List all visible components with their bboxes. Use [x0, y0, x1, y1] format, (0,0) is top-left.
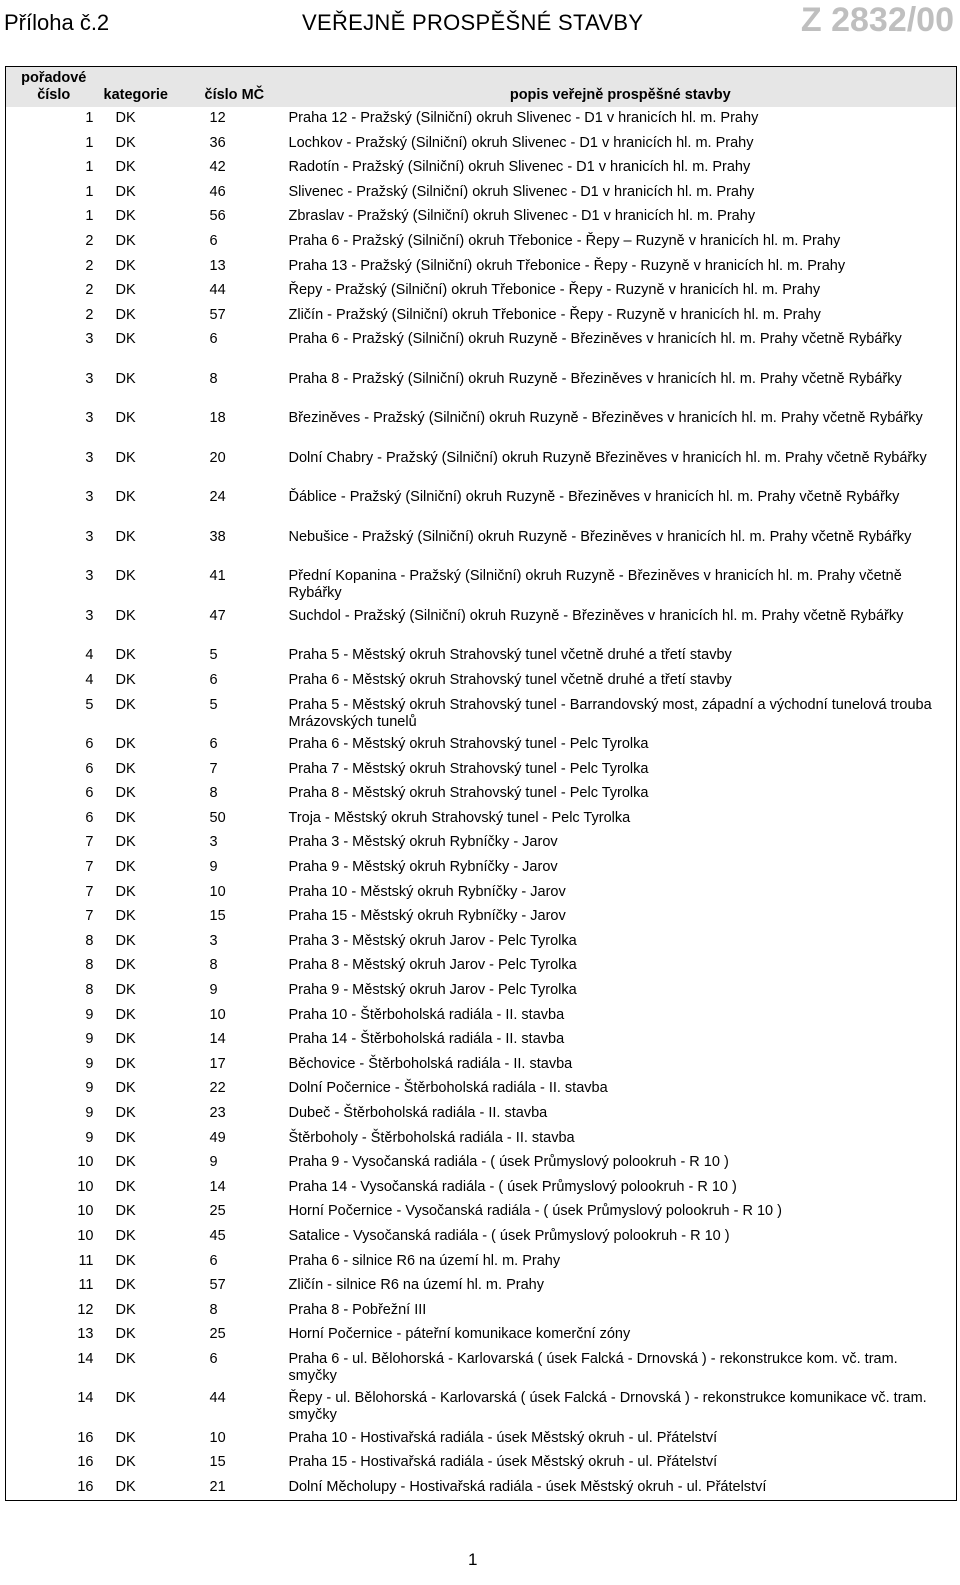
table-row: [6, 205, 957, 230]
table-row: [6, 1053, 957, 1078]
order-cell: 7: [85, 883, 94, 900]
order-cell: 1: [85, 159, 94, 176]
description-cell: Praha 8 - Pražský (Silniční) okruh Ruzyně - Březiněves v hranicích hl. m. Prahy včetně Rybářky: [288, 370, 902, 387]
table-row: [6, 1348, 957, 1388]
table-row: [6, 368, 957, 408]
number-cell: 14: [209, 1178, 226, 1195]
number-cell: 7: [209, 760, 218, 777]
number-cell: 8: [209, 957, 218, 974]
order-cell: 7: [85, 908, 94, 925]
category-cell: DK: [115, 932, 136, 949]
number-cell: 5: [209, 647, 218, 664]
description-cell: Praha 10 - Hostivařská radiála - úsek Městský okruh - ul. Přátelství: [288, 1429, 718, 1446]
description-cell: Praha 6 - Městský okruh Strahovský tunel včetně druhé a třetí stavby: [288, 671, 732, 688]
order-cell: 2: [85, 306, 94, 323]
table-row: [6, 669, 957, 694]
order-cell: 1: [85, 183, 94, 200]
description-cell: Horní Počernice - Vysočanská radiála - ( úsek Průmyslový polookruh - R 10 ): [288, 1203, 782, 1220]
category-cell: DK: [115, 257, 136, 274]
category-cell: DK: [115, 1178, 136, 1195]
order-cell: 11: [78, 1277, 94, 1294]
order-cell: 3: [85, 607, 94, 624]
description-cell: Radotín - Pražský (Silniční) okruh Slivenec - D1 v hranicích hl. m. Prahy: [288, 159, 751, 176]
table-row: [6, 1451, 957, 1476]
category-cell: DK: [115, 208, 136, 225]
order-cell: 16: [77, 1429, 94, 1446]
number-cell: 46: [209, 183, 226, 200]
description-cell: Štěrboholy - Štěrboholská radiála - II. stavba: [288, 1129, 575, 1146]
order-cell: 14: [77, 1350, 94, 1367]
description-cell: Praha 14 - Vysočanská radiála - ( úsek Průmyslový polookruh - R 10 ): [288, 1178, 737, 1195]
number-cell: 57: [209, 1277, 226, 1294]
description-cell: Praha 3 - Městský okruh Jarov - Pelc Tyrolka: [288, 932, 577, 949]
document-code: Z 2832/00: [800, 1, 954, 39]
category-cell: DK: [115, 528, 136, 545]
number-cell: 18: [209, 410, 226, 427]
table-row: [6, 1077, 957, 1102]
number-cell: 15: [209, 908, 226, 925]
number-cell: 44: [209, 1390, 226, 1407]
table-row: [6, 930, 957, 955]
description-cell: Řepy - ul. Bělohorská - Karlovarská ( úsek Falcká - Drnovská ) - rekonstrukce komunikace vč. tram. smyčky: [288, 1390, 927, 1424]
order-cell: 9: [85, 1080, 94, 1097]
description-cell: Praha 14 - Štěrboholská radiála - II. stavba: [288, 1031, 565, 1048]
category-cell: DK: [115, 183, 136, 200]
number-cell: 13: [209, 257, 226, 274]
table-row: [6, 181, 957, 206]
table-row: [6, 807, 957, 832]
number-cell: 6: [209, 1252, 218, 1269]
number-cell: 3: [209, 932, 218, 949]
description-cell: Praha 8 - Pobřežní III: [288, 1301, 427, 1318]
table-header-row: [6, 67, 957, 108]
description-cell: Dolní Chabry - Pražský (Silniční) okruh Ruzyně Březiněves v hranicích hl. m. Prahy včetně Rybářky: [288, 449, 927, 466]
number-cell: 6: [209, 736, 218, 753]
table-row: [6, 447, 957, 487]
description-cell: Praha 9 - Městský okruh Rybníčky - Jarov: [288, 859, 558, 875]
table-row: [6, 1200, 957, 1225]
category-cell: DK: [115, 410, 136, 427]
number-cell: 45: [209, 1227, 226, 1244]
order-cell: 6: [85, 785, 94, 802]
description-cell: Praha 6 - silnice R6 na území hl. m. Prahy: [288, 1252, 561, 1269]
number-cell: 57: [209, 306, 226, 323]
category-cell: DK: [115, 1055, 136, 1072]
category-cell: DK: [115, 809, 136, 826]
description-cell: Přední Kopanina - Pražský (Silniční) okruh Ruzyně - Březiněves v hranicích hl. m. Prahy včetně Rybářky: [288, 568, 902, 602]
order-cell: 3: [85, 449, 94, 466]
category-cell: DK: [115, 1429, 136, 1446]
category-cell: DK: [115, 1031, 136, 1048]
table-row: [6, 954, 957, 979]
category-cell: DK: [115, 110, 136, 126]
order-cell: 8: [85, 957, 94, 974]
order-cell: 11: [78, 1252, 94, 1269]
description-cell: Praha 5 - Městský okruh Strahovský tunel - Barrandovský most, západní a východní tunelová trouba Mrázovských tunelů: [288, 696, 932, 730]
description-cell: Praha 8 - Městský okruh Strahovský tunel - Pelc Tyrolka: [288, 785, 649, 802]
description-cell: Dolní Měcholupy - Hostivařská radiála - úsek Městský okruh - ul. Přátelství: [288, 1479, 767, 1496]
table-row: [6, 1004, 957, 1029]
number-cell: 5: [209, 696, 218, 713]
table-row: [6, 156, 957, 181]
description-cell: Běchovice - Štěrboholská radiála - II. stavba: [288, 1055, 573, 1072]
description-cell: Ďáblice - Pražský (Silniční) okruh Ruzyně - Březiněves v hranicích hl. m. Prahy včetně Rybářky: [288, 489, 900, 506]
number-cell: 42: [209, 159, 226, 176]
number-cell: 15: [209, 1454, 226, 1471]
number-cell: 10: [209, 1006, 226, 1023]
table-row: [6, 881, 957, 906]
order-cell: 1: [85, 110, 94, 126]
table-row: [6, 1176, 957, 1201]
category-cell: DK: [115, 785, 136, 802]
number-cell: 17: [209, 1055, 226, 1072]
order-cell: 2: [85, 232, 94, 249]
description-cell: Slivenec - Pražský (Silniční) okruh Slivenec - D1 v hranicích hl. m. Prahy: [288, 183, 755, 200]
attachment-label: Příloha č.2: [4, 10, 110, 35]
category-cell: DK: [115, 696, 136, 713]
description-cell: Praha 5 - Městský okruh Strahovský tunel včetně druhé a třetí stavby: [288, 647, 732, 664]
description-cell: Dubeč - Štěrboholská radiála - II. stavba: [288, 1104, 548, 1121]
description-cell: Troja - Městský okruh Strahovský tunel - Pelc Tyrolka: [288, 809, 631, 826]
order-cell: 8: [85, 981, 94, 998]
order-cell: 13: [77, 1326, 94, 1343]
number-cell: 22: [209, 1080, 226, 1097]
category-cell: DK: [115, 834, 136, 851]
number-cell: 25: [209, 1203, 226, 1220]
category-cell: DK: [115, 1350, 136, 1367]
description-cell: Praha 6 - Městský okruh Strahovský tunel - Pelc Tyrolka: [288, 736, 649, 753]
order-cell: 1: [85, 208, 94, 225]
order-cell: 2: [85, 257, 94, 274]
number-cell: 9: [209, 859, 218, 875]
description-cell: Zličín - silnice R6 na území hl. m. Prahy: [288, 1277, 544, 1294]
order-cell: 9: [85, 1129, 94, 1146]
description-cell: Řepy - Pražský (Silniční) okruh Třebonice - Řepy - Ruzyně v hranicích hl. m. Prahy: [288, 282, 821, 299]
table-row: [6, 328, 957, 368]
description-cell: Březiněves - Pražský (Silniční) okruh Ruzyně - Březiněves v hranicích hl. m. Prahy včetně Rybářky: [288, 410, 923, 427]
category-cell: DK: [115, 1104, 136, 1121]
description-cell: Horní Počernice - páteřní komunikace komerční zóny: [288, 1326, 631, 1343]
order-cell: 3: [85, 331, 94, 348]
order-cell: 10: [77, 1178, 94, 1195]
category-cell: DK: [115, 1326, 136, 1343]
category-cell: DK: [115, 1129, 136, 1146]
table-row: [6, 526, 957, 566]
table-row: [6, 1151, 957, 1176]
order-cell: 3: [85, 528, 94, 545]
category-cell: DK: [115, 306, 136, 323]
table-row: [6, 644, 957, 669]
table-row: [6, 304, 957, 329]
category-cell: DK: [115, 1154, 136, 1171]
category-cell: DK: [115, 159, 136, 176]
number-cell: 49: [209, 1129, 226, 1146]
number-cell: 3: [209, 834, 218, 851]
number-cell: 24: [209, 489, 226, 506]
category-cell: DK: [115, 1454, 136, 1471]
page-number: 1: [468, 1550, 478, 1569]
number-cell: 6: [209, 1350, 218, 1367]
column-header-order: [6, 67, 102, 108]
description-cell: Praha 8 - Městský okruh Jarov - Pelc Tyrolka: [288, 957, 577, 974]
category-cell: DK: [115, 331, 136, 348]
category-cell: DK: [115, 760, 136, 777]
description-cell: Praha 13 - Pražský (Silniční) okruh Třebonice - Řepy - Ruzyně v hranicích hl. m. Prahy: [288, 257, 846, 274]
number-cell: 14: [209, 1031, 226, 1048]
table-row: [6, 694, 957, 734]
category-cell: DK: [115, 232, 136, 249]
description-cell: Praha 3 - Městský okruh Rybníčky - Jarov: [288, 834, 558, 851]
order-cell: 9: [85, 1006, 94, 1023]
order-cell: 16: [77, 1479, 94, 1496]
column-header-description: popis veřejně prospěšné stavby: [285, 67, 957, 108]
order-cell: 7: [85, 834, 94, 851]
number-cell: 44: [209, 282, 226, 299]
table-row: [6, 407, 957, 447]
number-cell: 9: [209, 1154, 218, 1171]
column-header-category: kategorie: [102, 67, 203, 108]
order-cell: 14: [77, 1390, 94, 1407]
order-cell: 1: [85, 134, 94, 151]
table-row: [6, 605, 957, 645]
number-cell: 6: [209, 232, 218, 249]
category-cell: DK: [115, 607, 136, 624]
table-row: [6, 905, 957, 930]
number-cell: 20: [209, 449, 226, 466]
category-cell: DK: [115, 1080, 136, 1097]
table-row: [6, 733, 957, 758]
table-row: [6, 1250, 957, 1275]
order-cell: 3: [85, 410, 94, 427]
table-row: [6, 565, 957, 605]
table-row: [6, 1323, 957, 1348]
order-cell: 3: [85, 370, 94, 387]
table-row: [6, 1299, 957, 1324]
order-cell: 2: [85, 282, 94, 299]
column-header-order-line1: pořadové: [21, 70, 87, 86]
table-row: [6, 230, 957, 255]
order-cell: 6: [85, 736, 94, 753]
table-row: [6, 486, 957, 526]
description-cell: Zbraslav - Pražský (Silniční) okruh Slivenec - D1 v hranicích hl. m. Prahy: [288, 208, 756, 225]
number-cell: 50: [209, 809, 226, 826]
category-cell: DK: [115, 1479, 136, 1496]
category-cell: DK: [115, 908, 136, 925]
category-cell: DK: [115, 370, 136, 387]
order-cell: 12: [77, 1301, 94, 1318]
table-row: [6, 782, 957, 807]
category-cell: DK: [115, 883, 136, 900]
order-cell: 4: [85, 671, 94, 688]
number-cell: 9: [209, 981, 218, 998]
number-cell: 10: [209, 1429, 226, 1446]
number-cell: 41: [209, 568, 226, 585]
table-body: [6, 107, 957, 1501]
description-cell: Dolní Počernice - Štěrboholská radiála - II. stavba: [288, 1080, 608, 1097]
order-cell: 4: [85, 647, 94, 664]
order-cell: 5: [85, 696, 94, 713]
order-cell: 8: [85, 932, 94, 949]
description-cell: Praha 6 - Pražský (Silniční) okruh Třebonice - Řepy – Ruzyně v hranicích hl. m. Prahy: [288, 232, 841, 249]
category-cell: DK: [115, 134, 136, 151]
category-cell: DK: [115, 1006, 136, 1023]
table-row: [6, 1028, 957, 1053]
description-cell: Praha 10 - Štěrboholská radiála - II. stavba: [288, 1006, 565, 1023]
number-cell: 6: [209, 671, 218, 688]
column-header-number: číslo MČ: [203, 67, 285, 108]
table-row: [6, 979, 957, 1004]
category-cell: DK: [115, 489, 136, 506]
table-row: [6, 279, 957, 304]
description-cell: Praha 9 - Městský okruh Jarov - Pelc Tyrolka: [288, 981, 577, 998]
number-cell: 36: [209, 134, 226, 151]
description-cell: Praha 15 - Městský okruh Rybníčky - Jarov: [288, 908, 566, 925]
description-cell: Praha 9 - Vysočanská radiála - ( úsek Průmyslový polookruh - R 10 ): [288, 1154, 729, 1171]
table-row: [6, 831, 957, 856]
category-cell: DK: [115, 957, 136, 974]
number-cell: 8: [209, 370, 218, 387]
category-cell: DK: [115, 981, 136, 998]
order-cell: 16: [77, 1454, 94, 1471]
number-cell: 38: [209, 528, 226, 545]
order-cell: 3: [85, 489, 94, 506]
order-cell: 3: [85, 568, 94, 585]
number-cell: 8: [209, 1301, 218, 1318]
category-cell: DK: [115, 1252, 136, 1269]
order-cell: 10: [77, 1203, 94, 1220]
table-row: [6, 1274, 957, 1299]
table-row: [6, 132, 957, 157]
category-cell: DK: [115, 859, 136, 875]
order-cell: 9: [85, 1031, 94, 1048]
order-cell: 7: [85, 859, 94, 875]
table-row: [6, 1427, 957, 1452]
table-row: [6, 1127, 957, 1152]
description-cell: Praha 15 - Hostivařská radiála - úsek Městský okruh - ul. Přátelství: [288, 1454, 718, 1471]
number-cell: 25: [209, 1326, 226, 1343]
order-cell: 6: [85, 809, 94, 826]
description-cell: Praha 6 - Pražský (Silniční) okruh Ruzyně - Březiněves v hranicích hl. m. Prahy včetně Rybářky: [288, 331, 902, 348]
category-cell: DK: [115, 1390, 136, 1407]
table-row: [6, 1476, 957, 1501]
table-row: [6, 856, 957, 881]
category-cell: DK: [115, 1277, 136, 1294]
number-cell: 47: [209, 607, 226, 624]
description-cell: Praha 7 - Městský okruh Strahovský tunel - Pelc Tyrolka: [288, 760, 649, 777]
number-cell: 56: [209, 208, 226, 225]
table-row: [6, 1225, 957, 1250]
page-title: VEŘEJNĚ PROSPĚŠNÉ STAVBY: [302, 10, 644, 35]
category-cell: DK: [115, 736, 136, 753]
table-row: [6, 1102, 957, 1127]
category-cell: DK: [115, 671, 136, 688]
description-cell: Praha 12 - Pražský (Silniční) okruh Slivenec - D1 v hranicích hl. m. Prahy: [288, 110, 759, 126]
column-header-order-line2: číslo: [37, 87, 71, 103]
category-cell: DK: [115, 449, 136, 466]
category-cell: DK: [115, 282, 136, 299]
description-cell: Satalice - Vysočanská radiála - ( úsek Průmyslový polookruh - R 10 ): [288, 1227, 730, 1244]
number-cell: 10: [209, 883, 226, 900]
category-cell: DK: [115, 647, 136, 664]
order-cell: 9: [85, 1055, 94, 1072]
table-row: [6, 107, 957, 132]
category-cell: DK: [115, 1301, 136, 1318]
number-cell: 6: [209, 331, 218, 348]
table-row: [6, 255, 957, 280]
order-cell: 10: [77, 1227, 94, 1244]
table-row: [6, 758, 957, 783]
order-cell: 10: [77, 1154, 94, 1171]
number-cell: 23: [209, 1104, 226, 1121]
order-cell: 6: [85, 760, 94, 777]
page-header: [0, 0, 960, 50]
category-cell: DK: [115, 1203, 136, 1220]
description-cell: Nebušice - Pražský (Silniční) okruh Ruzyně - Březiněves v hranicích hl. m. Prahy včetně Rybářky: [288, 528, 912, 545]
description-cell: Praha 10 - Městský okruh Rybníčky - Jarov: [288, 883, 566, 900]
description-cell: Praha 6 - ul. Bělohorská - Karlovarská ( úsek Falcká - Drnovská ) - rekonstrukce kom. vč. tram. smyčky: [288, 1350, 898, 1384]
number-cell: 8: [209, 785, 218, 802]
public-works-table: [5, 66, 957, 1501]
description-cell: Zličín - Pražský (Silniční) okruh Třebonice - Řepy - Ruzyně v hranicích hl. m. Prahy: [288, 306, 821, 323]
description-cell: Lochkov - Pražský (Silniční) okruh Slivenec - D1 v hranicích hl. m. Prahy: [288, 134, 754, 151]
description-cell: Suchdol - Pražský (Silniční) okruh Ruzyně - Březiněves v hranicích hl. m. Prahy včetně Rybářky: [288, 607, 904, 624]
number-cell: 21: [209, 1479, 226, 1496]
category-cell: DK: [115, 568, 136, 585]
order-cell: 9: [85, 1104, 94, 1121]
table-row: [6, 1387, 957, 1427]
number-cell: 12: [209, 110, 226, 126]
category-cell: DK: [115, 1227, 136, 1244]
